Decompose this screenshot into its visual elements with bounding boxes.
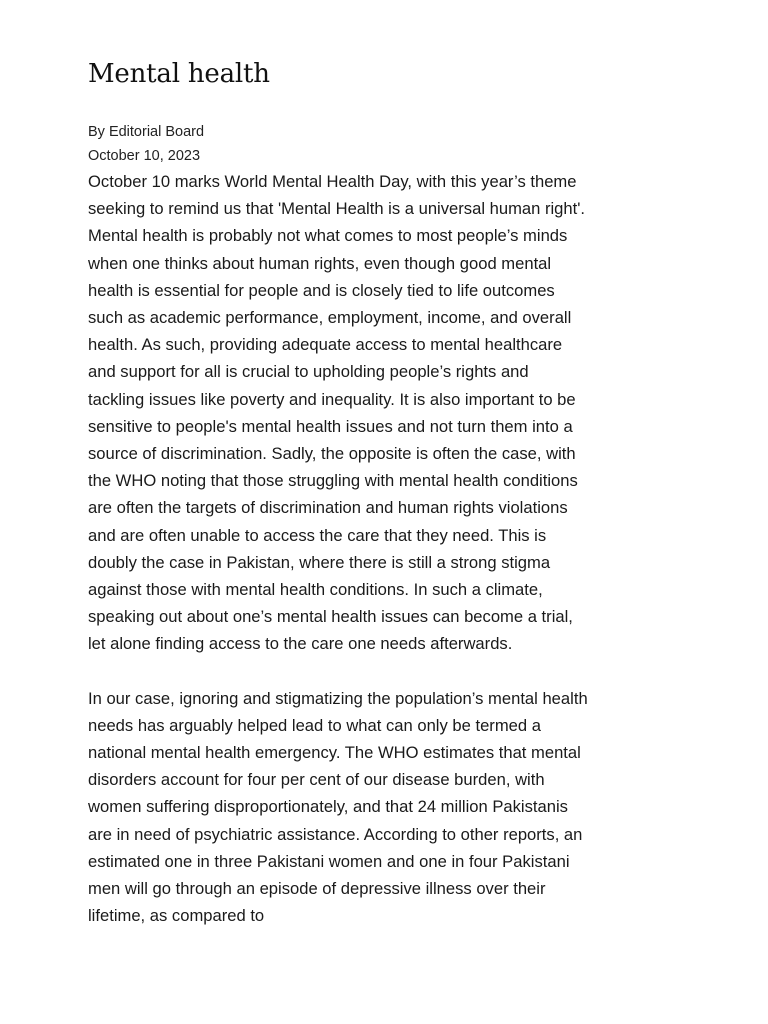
paragraph: October 10 marks World Mental Health Day, with this year’s theme seeking to remind us that 'Mental Health is a universal human right'. Mental health is probably not what comes to most people’s minds when one thinks about human rights, even though good mental health is essential for people and is closely tied to life outcomes such as academic performance, employment, income, and overall health. As such, providing adequate access to mental healthcare and support for all is crucial to upholding people’s rights and tackling issues like poverty and inequality. It is also important to be sensitive to people's mental health issues and not turn them into a source of discrimination. Sadly, the opposite is often the case, with the WHO noting that those struggling with mental health conditions are often the targets of discrimination and human rights violations and are often unable to access the care that they need. This is doubly the case in Pakistan, where there is still a strong stigma against those with mental health conditions. In such a climate, speaking out about one’s mental health issues can become a trial, let alone finding access to the care one needs afterwards. bbox=[88, 172, 586, 654]
paragraph: In our case, ignoring and stigmatizing the population’s mental health needs has arguably helped lead to what can only be termed a national mental health emergency. The WHO estimates that mental disorders account for four per cent of our disease burden, with women suffering disproportionately, and that 24 million Pakistanis are in need of psychiatric assistance. According to other reports, an estimated one in three Pakistani women and one in four Pakistani men will go through an episode of depressive illness over their lifetime, as compared to bbox=[88, 688, 588, 926]
article-meta bbox=[88, 120, 588, 168]
publish-date: October 10, 2023 bbox=[88, 148, 201, 164]
article-body bbox=[88, 168, 588, 929]
article bbox=[88, 56, 588, 956]
byline: By Editorial Board bbox=[88, 124, 205, 140]
article-title: Mental health bbox=[88, 59, 270, 89]
